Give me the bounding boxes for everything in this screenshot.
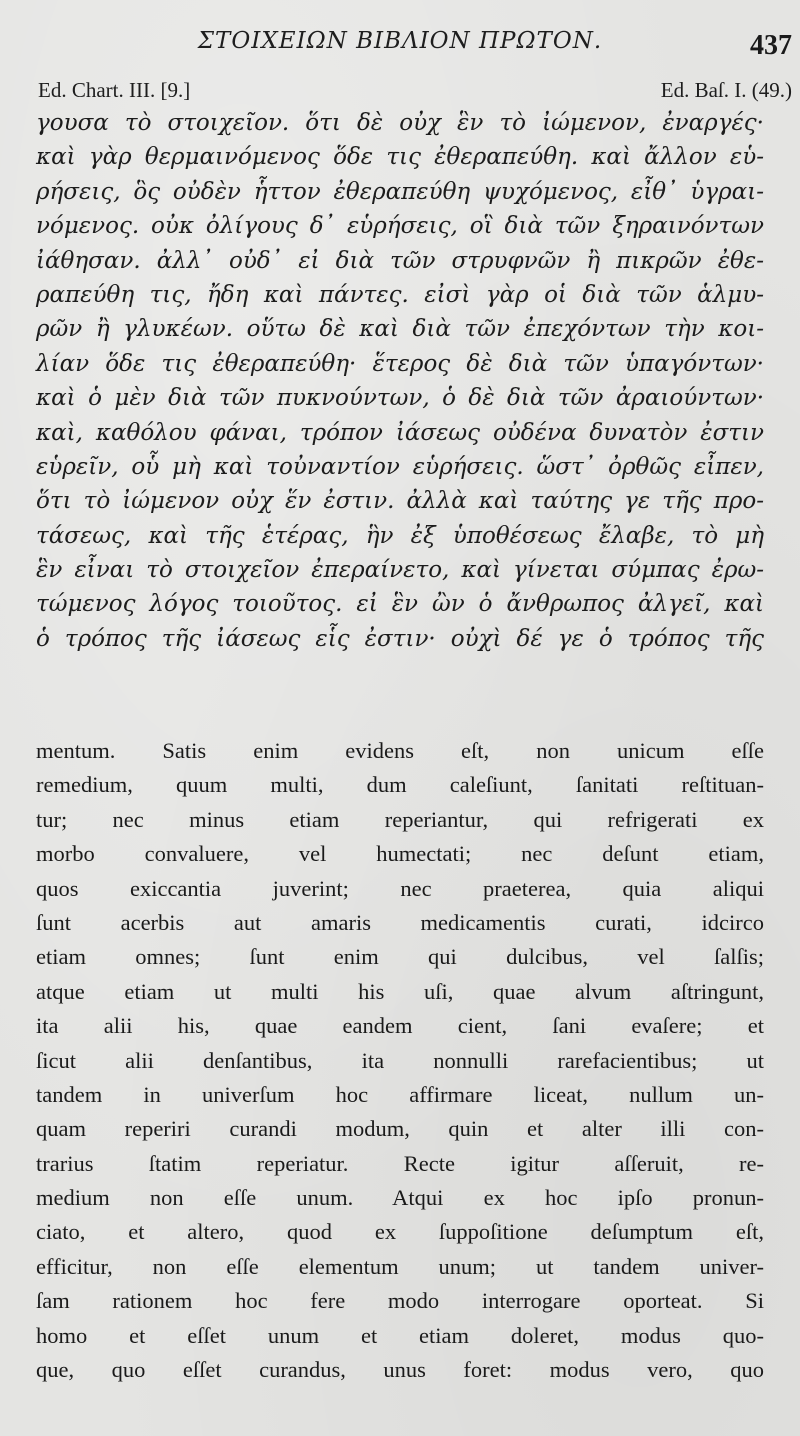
greek-line: ὅτι τὸ ἰώμενον οὐχ ἕν ἐστιν. ἀλλὰ καὶ ταύτης γε τῆς προ- [36, 488, 764, 515]
edition-reference-left: Ed. Chart. III. [9.] [38, 78, 191, 102]
latin-line: morbo convaluere, vel humectati; nec deſunt etiam, [36, 841, 764, 867]
latin-line: atque etiam ut multi his uſi, quae alvum aſtringunt, [36, 978, 764, 1004]
greek-line: λίαν ὅδε τις ἐθεραπεύθη· ἕτερος δὲ διὰ τῶν ὑπαγόντων· [36, 350, 764, 377]
greek-line: καὶ, καθόλου φάναι, τρόπον ἰάσεως οὐδένα δυνατὸν ἐστιν [36, 419, 764, 446]
latin-line: medium non eſſe unum. Atqui ex hoc ipſo pronun- [36, 1185, 764, 1211]
latin-line: etiam omnes; ſunt enim qui dulcibus, vel ſalſis; [36, 944, 764, 970]
greek-line: ραπεύθη τις, ἤδη καὶ πάντες. εἰσὶ γὰρ οἱ διὰ τῶν ἁλμυ- [36, 281, 764, 308]
greek-line: ὁ τρόπος τῆς ἰάσεως εἷς ἐστιν· οὐχὶ δέ γε ὁ τρόπος τῆς [36, 625, 764, 652]
latin-line: remedium, quum multi, dum caleſiunt, ſanitati reſtituan- [36, 772, 764, 798]
latin-line: ſunt acerbis aut amaris medicamentis curati, idcirco [36, 909, 764, 935]
greek-line: τάσεως, καὶ τῆς ἑτέρας, ἣν ἐξ ὑποθέσεως ἔλαβε, τὸ μὴ [36, 522, 764, 549]
greek-line: καὶ ὁ μὲν διὰ τῶν πυκνούντων, ὁ δὲ διὰ τῶν ἀραιούντων· [36, 385, 764, 412]
greek-line: ἰάθησαν. ἀλλ᾽ οὐδ᾽ εἰ διὰ τῶν στρυφνῶν ἢ πικρῶν ἐθε- [36, 247, 764, 274]
greek-line: εὑρεῖν, οὗ μὴ καὶ τοὐναντίον εὑρήσεις. ὥστ᾽ ὀρθῶς εἶπεν, [36, 453, 764, 480]
latin-line: ſam rationem hoc fere modo interrogare oporteat. Si [36, 1288, 764, 1314]
page-number: 437 [750, 30, 792, 61]
running-title: ΣΤΟΙΧΕΙΩΝ ΒΙΒΛΙΟΝ ΠΡΩΤΟΝ. [197, 28, 603, 54]
latin-line: que, quo eſſet curandus, unus foret: modus vero, quo [36, 1357, 764, 1383]
latin-line: quam reperiri curandi modum, quin et alter illi con- [36, 1116, 764, 1142]
latin-line: trarius ſtatim reperiatur. Recte igitur aſſeruit, re- [36, 1150, 764, 1176]
latin-line: mentum. Satis enim evidens eſt, non unicum eſſe [36, 738, 764, 763]
edition-reference-right: Ed. Baſ. I. (49.) [660, 78, 792, 102]
greek-line: καὶ γὰρ θερμαινόμενος ὅδε τις ἐθεραπεύθη. καὶ ἄλλον εὑ- [36, 144, 764, 171]
latin-line: tur; nec minus etiam reperiantur, qui refrigerati ex [36, 806, 764, 832]
greek-line: γουσα τὸ στοιχεῖον. ὅτι δὲ οὐχ ἓν τὸ ἰώμενον, ἐναργές· [36, 110, 764, 136]
latin-line: ita alii his, quae eandem cient, ſani evaſere; et [36, 1013, 764, 1039]
latin-text-block [36, 734, 764, 1387]
greek-line: νόμενος. οὐκ ὀλίγους δ᾽ εὑρήσεις, οἳ διὰ τῶν ξηραινόντων [36, 213, 764, 240]
latin-line: ſicut alii denſantibus, ita nonnulli rarefacientibus; ut [36, 1047, 764, 1073]
latin-line: homo et eſſet unum et etiam doleret, modus quo- [36, 1322, 764, 1348]
greek-line: τώμενος λόγος τοιοῦτος. εἰ ἓν ὢν ὁ ἄνθρωπος ἀλγεῖ, καὶ [36, 591, 764, 618]
greek-line: ρήσεις, ὃς οὐδὲν ἧττον ἐθεραπεύθη ψυχόμενος, εἶθ᾽ ὑγραι- [36, 178, 764, 205]
latin-line: quos exiccantia juverint; nec praeterea, quia aliqui [36, 875, 764, 901]
greek-line: ρῶν ἢ γλυκέων. οὕτω δὲ καὶ διὰ τῶν ἐπεχόντων τὴν κοι- [36, 316, 764, 343]
greek-line: ἓν εἶναι τὸ στοιχεῖον ἐπεραίνετο, καὶ γίνεται σύμπας ἐρω- [36, 557, 764, 584]
latin-line: tandem in univerſum hoc affirmare liceat, nullum un- [36, 1081, 764, 1107]
latin-line: efficitur, non eſſe elementum unum; ut tandem univer- [36, 1253, 764, 1279]
greek-text-block [36, 106, 764, 656]
latin-line: ciato, et altero, quod ex ſuppoſitione deſumptum eſt, [36, 1219, 764, 1245]
